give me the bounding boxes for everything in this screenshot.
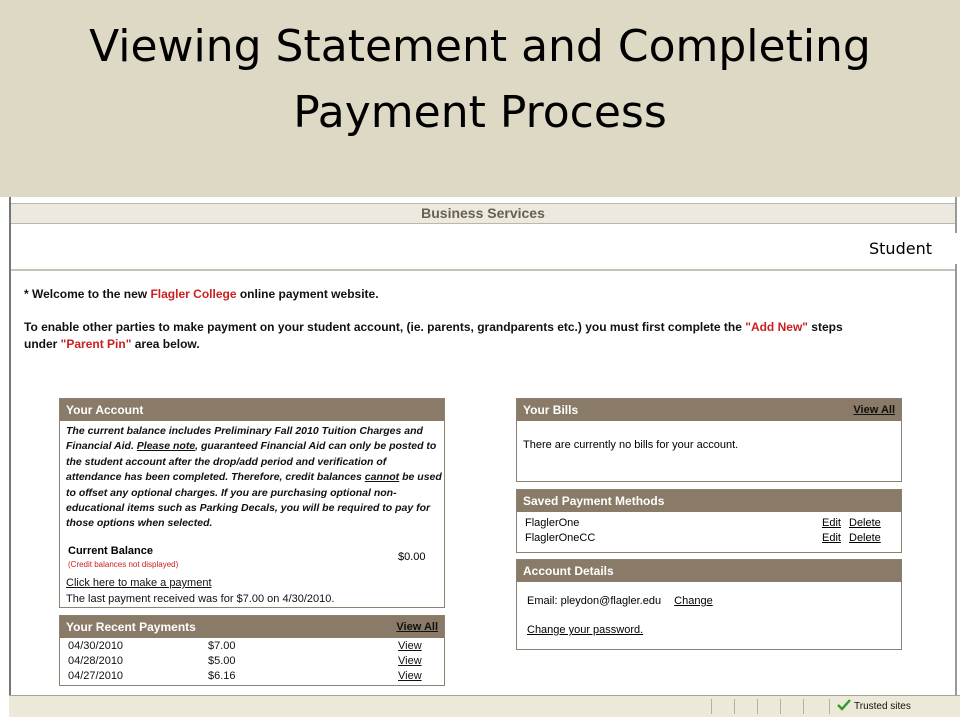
cannot-emphasis: cannot <box>364 471 400 484</box>
instruction-under: under <box>24 337 61 351</box>
recent-payments-header <box>60 616 444 638</box>
slide-title-line-1: Viewing Statement and Completing <box>89 21 871 72</box>
browser-screenshot <box>0 197 960 720</box>
welcome-suffix: online payment website. <box>236 287 379 301</box>
recent-payments-title: Your Recent Payments <box>66 620 196 634</box>
payment-amount: $7.00 <box>208 640 236 652</box>
payment-date: 04/30/2010 <box>68 640 124 652</box>
parent-instructions <box>24 319 944 353</box>
slide-title <box>20 14 940 146</box>
account-notice-text-3: be used to offset any optional charges. If you are purchasing optional non-educational items such as Parking Decals, you will be required to pay for those options when selected. <box>66 471 442 530</box>
payment-date: 04/28/2010 <box>68 655 124 667</box>
credit-balance-note: (Credit balances not displayed) <box>68 560 179 569</box>
your-bills-panel <box>516 398 902 482</box>
change-email-link[interactable]: Change <box>674 595 713 607</box>
no-bills-message: There are currently no bills for your account. <box>523 439 739 451</box>
welcome-message <box>24 286 379 303</box>
slide-title-line-2: Payment Process <box>293 87 667 138</box>
security-zone[interactable] <box>837 699 911 714</box>
payment-method-name: FlaglerOne <box>525 517 580 529</box>
instruction-area-below: area below. <box>131 337 200 351</box>
saved-methods-panel <box>516 489 902 553</box>
payment-view-link[interactable]: View <box>398 670 422 682</box>
business-services-header: Business Services <box>11 203 955 224</box>
email-address: pleydon@flagler.edu <box>560 595 662 607</box>
email-label: Email: <box>527 595 558 607</box>
welcome-prefix: * Welcome to the new <box>24 287 151 301</box>
please-note: Please note <box>136 440 196 453</box>
edit-method-link[interactable]: Edit <box>822 532 841 544</box>
instruction-text-2: steps <box>807 320 843 334</box>
current-balance-label: Current Balance <box>68 545 153 557</box>
account-details-title: Account Details <box>517 560 901 582</box>
recent-payments-view-all[interactable]: View All <box>396 621 438 633</box>
instruction-line-2 <box>24 336 944 353</box>
current-balance-value: $0.00 <box>398 551 426 563</box>
add-new-highlight: "Add New" <box>745 320 808 334</box>
payment-amount: $5.00 <box>208 655 236 667</box>
security-zone-label: Trusted sites <box>854 701 911 712</box>
make-payment-link[interactable]: Click here to make a payment <box>66 577 212 589</box>
payment-date: 04/27/2010 <box>68 670 124 682</box>
student-label: Student <box>860 233 960 264</box>
account-notice-text-2: , guaranteed Financial Aid can only be posted to the student account after the drop/add period and verification of attendance has been completed. Therefore, credit balances <box>66 440 437 484</box>
slide-header <box>0 0 960 197</box>
payment-method-row <box>525 517 895 532</box>
header-divider <box>11 269 955 271</box>
frame-border-right <box>955 197 957 697</box>
instruction-line-1 <box>24 319 944 336</box>
status-divider <box>757 699 758 714</box>
status-divider <box>780 699 781 714</box>
your-account-title: Your Account <box>60 399 444 421</box>
payment-method-row <box>525 532 895 547</box>
payment-view-link[interactable]: View <box>398 640 422 652</box>
account-notice-text-1: The current balance includes Preliminary Fall 2010 Tuition Charges and Financial Aid. <box>66 425 423 453</box>
status-divider <box>711 699 712 714</box>
parent-pin-highlight: "Parent Pin" <box>60 337 132 351</box>
status-divider <box>829 699 830 714</box>
change-password-link[interactable]: Change your password. <box>527 624 644 636</box>
your-bills-title: Your Bills <box>523 403 579 417</box>
status-divider <box>734 699 735 714</box>
checkmark-icon <box>837 699 851 711</box>
your-account-panel <box>59 398 445 608</box>
browser-status-bar <box>9 695 960 717</box>
edit-method-link[interactable]: Edit <box>822 517 841 529</box>
instruction-text-1: To enable other parties to make payment on your student account, (ie. parents, grandparents etc.) you must first complete the <box>24 320 746 334</box>
frame-border-left <box>9 197 11 697</box>
delete-method-link[interactable]: Delete <box>849 517 881 529</box>
payment-view-link[interactable]: View <box>398 655 422 667</box>
delete-method-link[interactable]: Delete <box>849 532 881 544</box>
bills-view-all[interactable]: View All <box>853 404 895 416</box>
account-details-panel <box>516 559 902 650</box>
recent-payments-panel <box>59 615 445 686</box>
payment-method-name: FlaglerOneCC <box>525 532 596 544</box>
account-notice <box>66 424 444 532</box>
status-divider <box>803 699 804 714</box>
saved-methods-title: Saved Payment Methods <box>517 490 901 512</box>
payment-amount: $6.16 <box>208 670 236 682</box>
college-name: Flagler College <box>150 287 237 301</box>
last-payment-info: The last payment received was for $7.00 on 4/30/2010. <box>66 593 335 605</box>
your-bills-header <box>517 399 901 421</box>
email-line <box>527 595 713 607</box>
